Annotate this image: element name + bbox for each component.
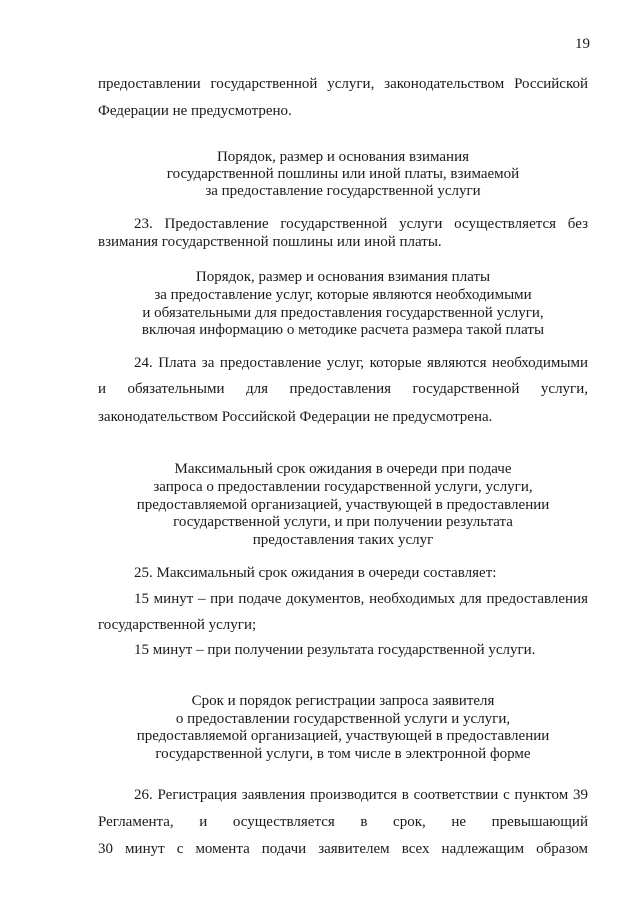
section-heading-line: Порядок, размер и основания взимания xyxy=(216,149,470,165)
paragraph-line: 30 минут с момента подачи заявителем всех надлежащим образом xyxy=(98,841,588,857)
page-number: 19 xyxy=(575,36,590,52)
paragraph-line: законодательством Российской Федерации не предусмотрена. xyxy=(98,409,493,425)
paragraph-line: 23. Предоставление государственной услуги осуществляется без xyxy=(134,216,588,232)
paragraph-line: взимания государственной пошлины или иной платы. xyxy=(98,234,442,250)
section-heading-line: предоставляемой организацией, участвующей в предоставлении xyxy=(136,497,550,513)
paragraph-line: 24. Плата за предоставление услуг, которые являются необходимыми xyxy=(134,355,588,371)
section-heading-line: включая информацию о методике расчета размера такой платы xyxy=(141,322,545,338)
paragraph-line: 26. Регистрация заявления производится в соответствии с пунктом 39 xyxy=(134,787,588,803)
section-heading-line: за предоставление государственной услуги xyxy=(205,183,481,199)
section-heading-line: Порядок, размер и основания взимания платы xyxy=(195,269,491,285)
section-heading-line: и обязательными для предоставления государственной услуги, xyxy=(142,305,544,321)
section-heading-line: государственной услуги, в том числе в электронной форме xyxy=(155,746,531,762)
section-heading-line: за предоставление услуг, которые являются необходимыми xyxy=(154,287,532,303)
section-heading-line: предоставляемой организацией, участвующей в предоставлении xyxy=(136,728,550,744)
section-heading-line: предоставления таких услуг xyxy=(252,532,434,548)
paragraph-line: и обязательными для предоставления государственной услуги, xyxy=(98,381,588,397)
section-heading-line: Срок и порядок регистрации запроса заявителя xyxy=(191,693,495,709)
section-heading-line: государственной пошлины или иной платы, взимаемой xyxy=(166,166,520,182)
paragraph-line: 15 минут – при подаче документов, необходимых для предоставления xyxy=(134,591,588,607)
paragraph-line: государственной услуги; xyxy=(98,617,257,633)
paragraph-line: Регламента, и осуществляется в срок, не превышающий xyxy=(98,814,588,830)
section-heading-line: о предоставлении государственной услуги и услуги, xyxy=(175,711,511,727)
section-heading-line: Максимальный срок ожидания в очереди при подаче xyxy=(174,461,512,477)
section-heading-line: запроса о предоставлении государственной услуги, услуги, xyxy=(153,479,533,495)
section-heading-line: государственной услуги, и при получении результата xyxy=(173,514,513,530)
paragraph-line: предоставлении государственной услуги, законодательством Российской xyxy=(98,76,588,92)
paragraph-line: 25. Максимальный срок ожидания в очереди составляет: xyxy=(134,565,497,581)
paragraph-line: 15 минут – при получении результата государственной услуги. xyxy=(134,642,536,658)
paragraph-line: Федерации не предусмотрено. xyxy=(98,103,292,119)
